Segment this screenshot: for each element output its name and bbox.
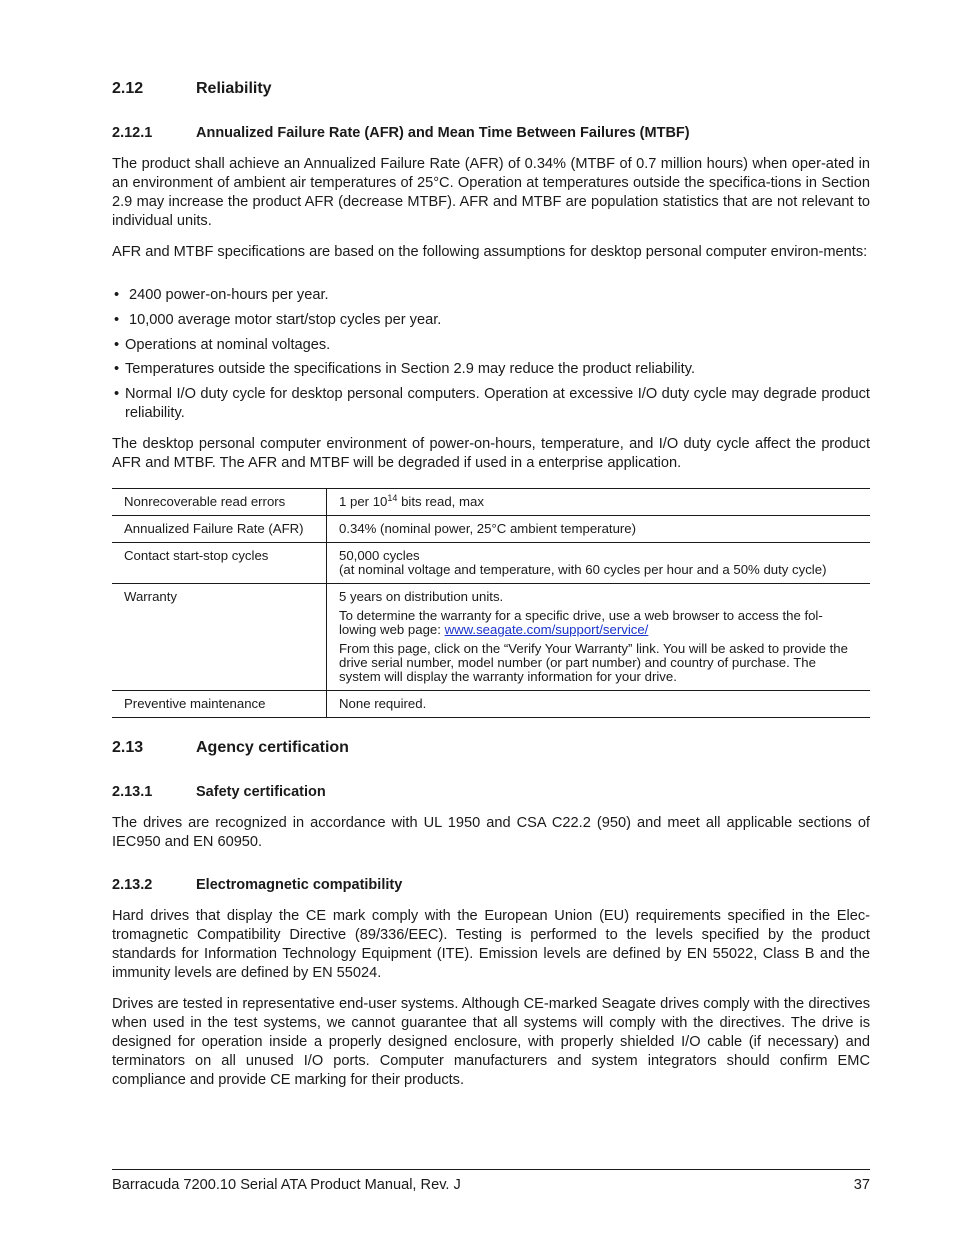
bullet-symbol: • (114, 337, 120, 353)
list-item-text: 10,000 average motor start/stop cycles per year. (129, 312, 442, 328)
table-cell-value: None required. (327, 691, 871, 718)
value-text: 1 per 10 (339, 494, 388, 509)
paragraph-assumptions: AFR and MTBF specifications are based on the following assumptions for desktop personal computer environ-ments: (112, 244, 868, 260)
paragraph-afr-intro: The product shall achieve an Annualized Failure Rate (AFR) of 0.34% (MTBF of 0.7 million hours) when oper-ated in an environment of ambient air temperatures of 25°C. Operation at temperatures outside the specifica-tions in Section 2.9 may increase the product AFR (decrease MTBF). AFR and MTBF are population statistics that are not relevant to individual units. (112, 156, 870, 229)
value-text: To determine the warranty for a specific drive, use a web browser to access the fol-lowing web page: (339, 608, 823, 637)
table-cell-label: Contact start-stop cycles (112, 543, 327, 584)
section-heading-2-12 (112, 80, 272, 98)
exponent: 14 (387, 493, 398, 503)
table-row (112, 543, 870, 584)
footer-divider (112, 1169, 870, 1170)
value-text: bits read, max (397, 494, 484, 509)
table-cell-value (327, 543, 871, 584)
section-title: Annualized Failure Rate (AFR) and Mean Time Between Failures (MTBF) (196, 125, 690, 141)
section-heading-2-13 (112, 739, 349, 757)
bullet-symbol: • (114, 312, 120, 328)
section-number: 2.13 (112, 739, 144, 756)
table-cell-label: Preventive maintenance (112, 691, 327, 718)
section-title: Safety certification (196, 784, 326, 800)
list-item-text: Operations at nominal voltages. (125, 337, 331, 353)
paragraph-emc-1: Hard drives that display the CE mark comply with the European Union (EU) requirements specified in the Elec-tromagnetic Compatibility Directive (89/336/EEC). Testing is performed to the levels specified by the product standards for Information Technology Equipment (ITE). Emission levels are defined by EN 55022, Class B and the immunity levels are defined by EN 55024. (112, 908, 870, 981)
list-item (112, 286, 870, 305)
bullet-symbol: • (114, 287, 120, 303)
value-line: From this page, click on the “Verify Your Warranty” link. You will be asked to provide the drive serial number, model number (or part number) and country of purchase. The system will display the warranty information for your drive. (339, 641, 848, 684)
list-item (112, 360, 870, 379)
section-title: Reliability (196, 80, 272, 97)
table-cell-value (327, 584, 871, 691)
value-line: 5 years on distribution units. (339, 589, 504, 604)
paragraph-environment: The desktop personal computer environment of power-on-hours, temperature, and I/O duty cycle affect the product AFR and MTBF. The AFR and MTBF will be degraded if used in a enterprise application. (112, 436, 870, 471)
bullet-symbol: • (114, 361, 120, 377)
page-number: 37 (853, 1177, 870, 1193)
list-item-text: Temperatures outside the specifications in Section 2.9 may reduce the product reliability. (125, 361, 695, 377)
table-cell-label: Nonrecoverable read errors (112, 489, 327, 516)
section-title: Agency certification (196, 739, 349, 756)
warranty-link[interactable]: www.seagate.com/support/service/ (444, 622, 649, 637)
section-heading-2-13-1 (112, 784, 326, 800)
section-number: 2.12.1 (112, 125, 153, 141)
paragraph-emc-2: Drives are tested in representative end-user systems. Although CE-marked Seagate drives comply with the directives when used in the test systems, we cannot guarantee that all systems will comply with the directives. The drive is designed for operation inside a properly designed enclosure, with properly shielded I/O cable (if necessary) and terminators on all unused I/O ports. Computer manufacturers and system integrators should confirm EMC compliance and provide CE marking for their products. (112, 996, 870, 1088)
table-cell-label: Annualized Failure Rate (AFR) (112, 516, 327, 543)
value-line: 50,000 cycles (339, 548, 420, 563)
list-item (112, 311, 870, 330)
section-heading-2-13-2 (112, 877, 402, 893)
paragraph-safety: The drives are recognized in accordance with UL 1950 and CSA C22.2 (950) and meet all applicable sections of IEC950 and EN 60950. (112, 815, 870, 850)
table-row (112, 691, 870, 718)
table-row (112, 584, 870, 691)
list-item-text: Normal I/O duty cycle for desktop personal computers. Operation at excessive I/O duty cycle may degrade product reliability. (125, 386, 870, 421)
table-cell-value (327, 489, 871, 516)
list-item-text: 2400 power-on-hours per year. (129, 287, 329, 303)
footer-title: Barracuda 7200.10 Serial ATA Product Manual, Rev. J (112, 1177, 461, 1193)
table-row (112, 516, 870, 543)
bullet-symbol: • (114, 386, 120, 402)
table-cell-value: 0.34% (nominal power, 25°C ambient temperature) (327, 516, 871, 543)
section-title: Electromagnetic compatibility (196, 877, 403, 893)
reliability-spec-table (112, 488, 870, 718)
value-line: (at nominal voltage and temperature, with 60 cycles per hour and a 50% duty cycle) (339, 562, 827, 577)
section-number: 2.13.1 (112, 784, 153, 800)
list-item (112, 336, 870, 355)
table-row (112, 489, 870, 516)
table-cell-label: Warranty (112, 584, 327, 691)
list-item (112, 385, 870, 423)
section-number: 2.13.2 (112, 877, 153, 893)
value-line (339, 609, 858, 637)
section-heading-2-12-1 (112, 125, 690, 141)
section-number: 2.12 (112, 80, 144, 97)
